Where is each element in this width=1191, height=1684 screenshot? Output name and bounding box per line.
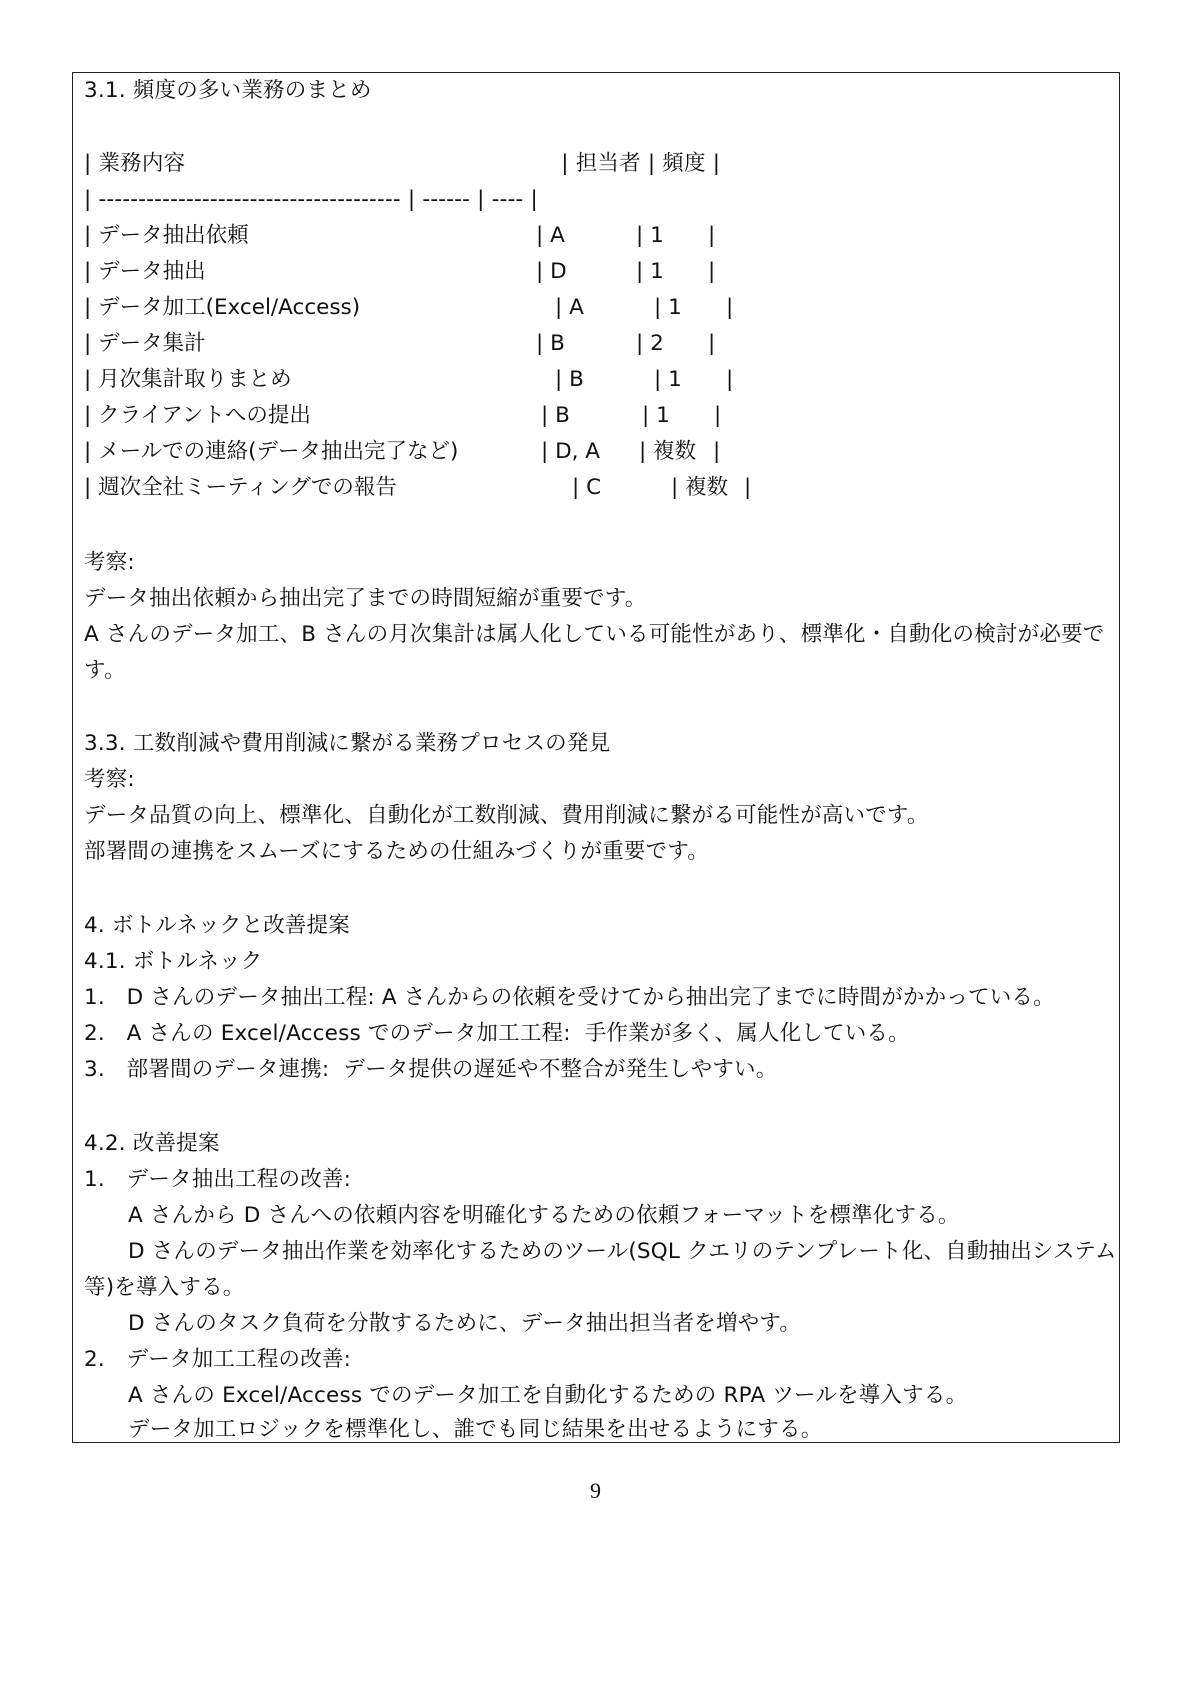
- table-row-end: |: [744, 475, 752, 500]
- section-3-1-heading: 3.1. 頻度の多い業務のまとめ: [84, 78, 372, 103]
- table-separator-row: | -------------------------------------- | ------ | ---- |: [84, 187, 538, 212]
- proposal-detail: データ加工ロジックを標準化し、誰でも同じ結果を出せるようにする。: [128, 1417, 823, 1442]
- consideration-text: 部署間の連携をスムーズにするための仕組みづくりが重要です。: [84, 839, 710, 864]
- bottleneck-item: 1. D さんのデータ抽出工程: A さんからの依頼を受けてから抽出完了までに時間がかかっている。: [84, 985, 1055, 1010]
- table-row-task: | データ加工(Excel/Access): [84, 295, 361, 320]
- consideration-text: す。: [84, 658, 126, 683]
- table-row-frequency: | 2: [636, 331, 664, 356]
- table-header-row: | 業務内容 | 担当者 | 頻度 |: [84, 151, 721, 176]
- bottleneck-item: 3. 部署間のデータ連携: データ提供の遅延や不整合が発生しやすい。: [84, 1057, 778, 1082]
- table-row-end: |: [708, 331, 716, 356]
- table-row-task: | 月次集計取りまとめ: [84, 367, 292, 392]
- section-4-1-heading: 4.1. ボトルネック: [84, 949, 263, 974]
- bottleneck-item: 2. A さんの Excel/Access でのデータ加工工程: 手作業が多く、属人化している。: [84, 1021, 910, 1046]
- table-row-end: |: [726, 295, 734, 320]
- proposal-detail: A さんから D さんへの依頼内容を明確化するための依頼フォーマットを標準化する。: [128, 1203, 960, 1228]
- table-row-task: | メールでの連絡(データ抽出完了など): [84, 439, 459, 464]
- proposal-detail: D さんのタスク負荷を分散するために、データ抽出担当者を増やす。: [128, 1311, 802, 1336]
- table-row-frequency: | 1: [636, 223, 664, 248]
- consideration-label: 考察:: [84, 550, 135, 575]
- consideration-text: データ品質の向上、標準化、自動化が工数削減、費用削減に繋がる可能性が高いです。: [84, 803, 929, 828]
- table-row-owner: | B: [536, 331, 565, 356]
- consideration-text: A さんのデータ加工、B さんの月次集計は属人化している可能性があり、標準化・自動化の検討が必要で: [84, 622, 1105, 647]
- section-3-3-heading: 3.3. 工数削減や費用削減に繋がる業務プロセスの発見: [84, 731, 611, 756]
- proposal-detail: A さんの Excel/Access でのデータ加工を自動化するための RPA ツールを導入する。: [128, 1383, 968, 1408]
- table-row-end: |: [726, 367, 734, 392]
- proposal-title: 2. データ加工工程の改善:: [84, 1347, 352, 1372]
- proposal-detail: D さんのデータ抽出作業を効率化するためのツール(SQL クエリのテンプレート化、自動抽出システム: [128, 1239, 1117, 1264]
- table-row-end: |: [713, 439, 721, 464]
- section-4-2-heading: 4.2. 改善提案: [84, 1131, 220, 1156]
- proposal-title: 1. データ抽出工程の改善:: [84, 1167, 352, 1192]
- table-row-task: | データ抽出: [84, 259, 206, 284]
- table-row-owner: | A: [536, 223, 565, 248]
- table-row-frequency: | 1: [636, 259, 664, 284]
- table-row-frequency: | 1: [654, 295, 682, 320]
- table-row-owner: | B: [541, 403, 570, 428]
- consideration-text: データ抽出依頼から抽出完了までの時間短縮が重要です。: [84, 586, 647, 611]
- table-row-owner: | B: [555, 367, 584, 392]
- table-row-end: |: [714, 403, 722, 428]
- table-row-task: | クライアントへの提出: [84, 403, 311, 428]
- table-row-owner: | C: [572, 475, 602, 500]
- table-row-task: | 週次全社ミーティングでの報告: [84, 475, 397, 500]
- table-row-task: | データ抽出依頼: [84, 223, 249, 248]
- table-row-frequency: | 複数: [639, 439, 697, 464]
- table-row-owner: | D, A: [541, 439, 601, 464]
- table-row-owner: | D: [536, 259, 567, 284]
- proposal-detail-wrap: 等)を導入する。: [84, 1275, 245, 1300]
- table-row-task: | データ集計: [84, 331, 206, 356]
- table-row-frequency: | 1: [642, 403, 670, 428]
- table-row-frequency: | 複数: [671, 475, 729, 500]
- table-row-end: |: [708, 223, 716, 248]
- page-number: 9: [590, 1478, 601, 1503]
- section-4-heading: 4. ボトルネックと改善提案: [84, 913, 351, 938]
- consideration-label: 考察:: [84, 767, 135, 792]
- table-row-frequency: | 1: [654, 367, 682, 392]
- table-row-end: |: [708, 259, 716, 284]
- table-row-owner: | A: [555, 295, 584, 320]
